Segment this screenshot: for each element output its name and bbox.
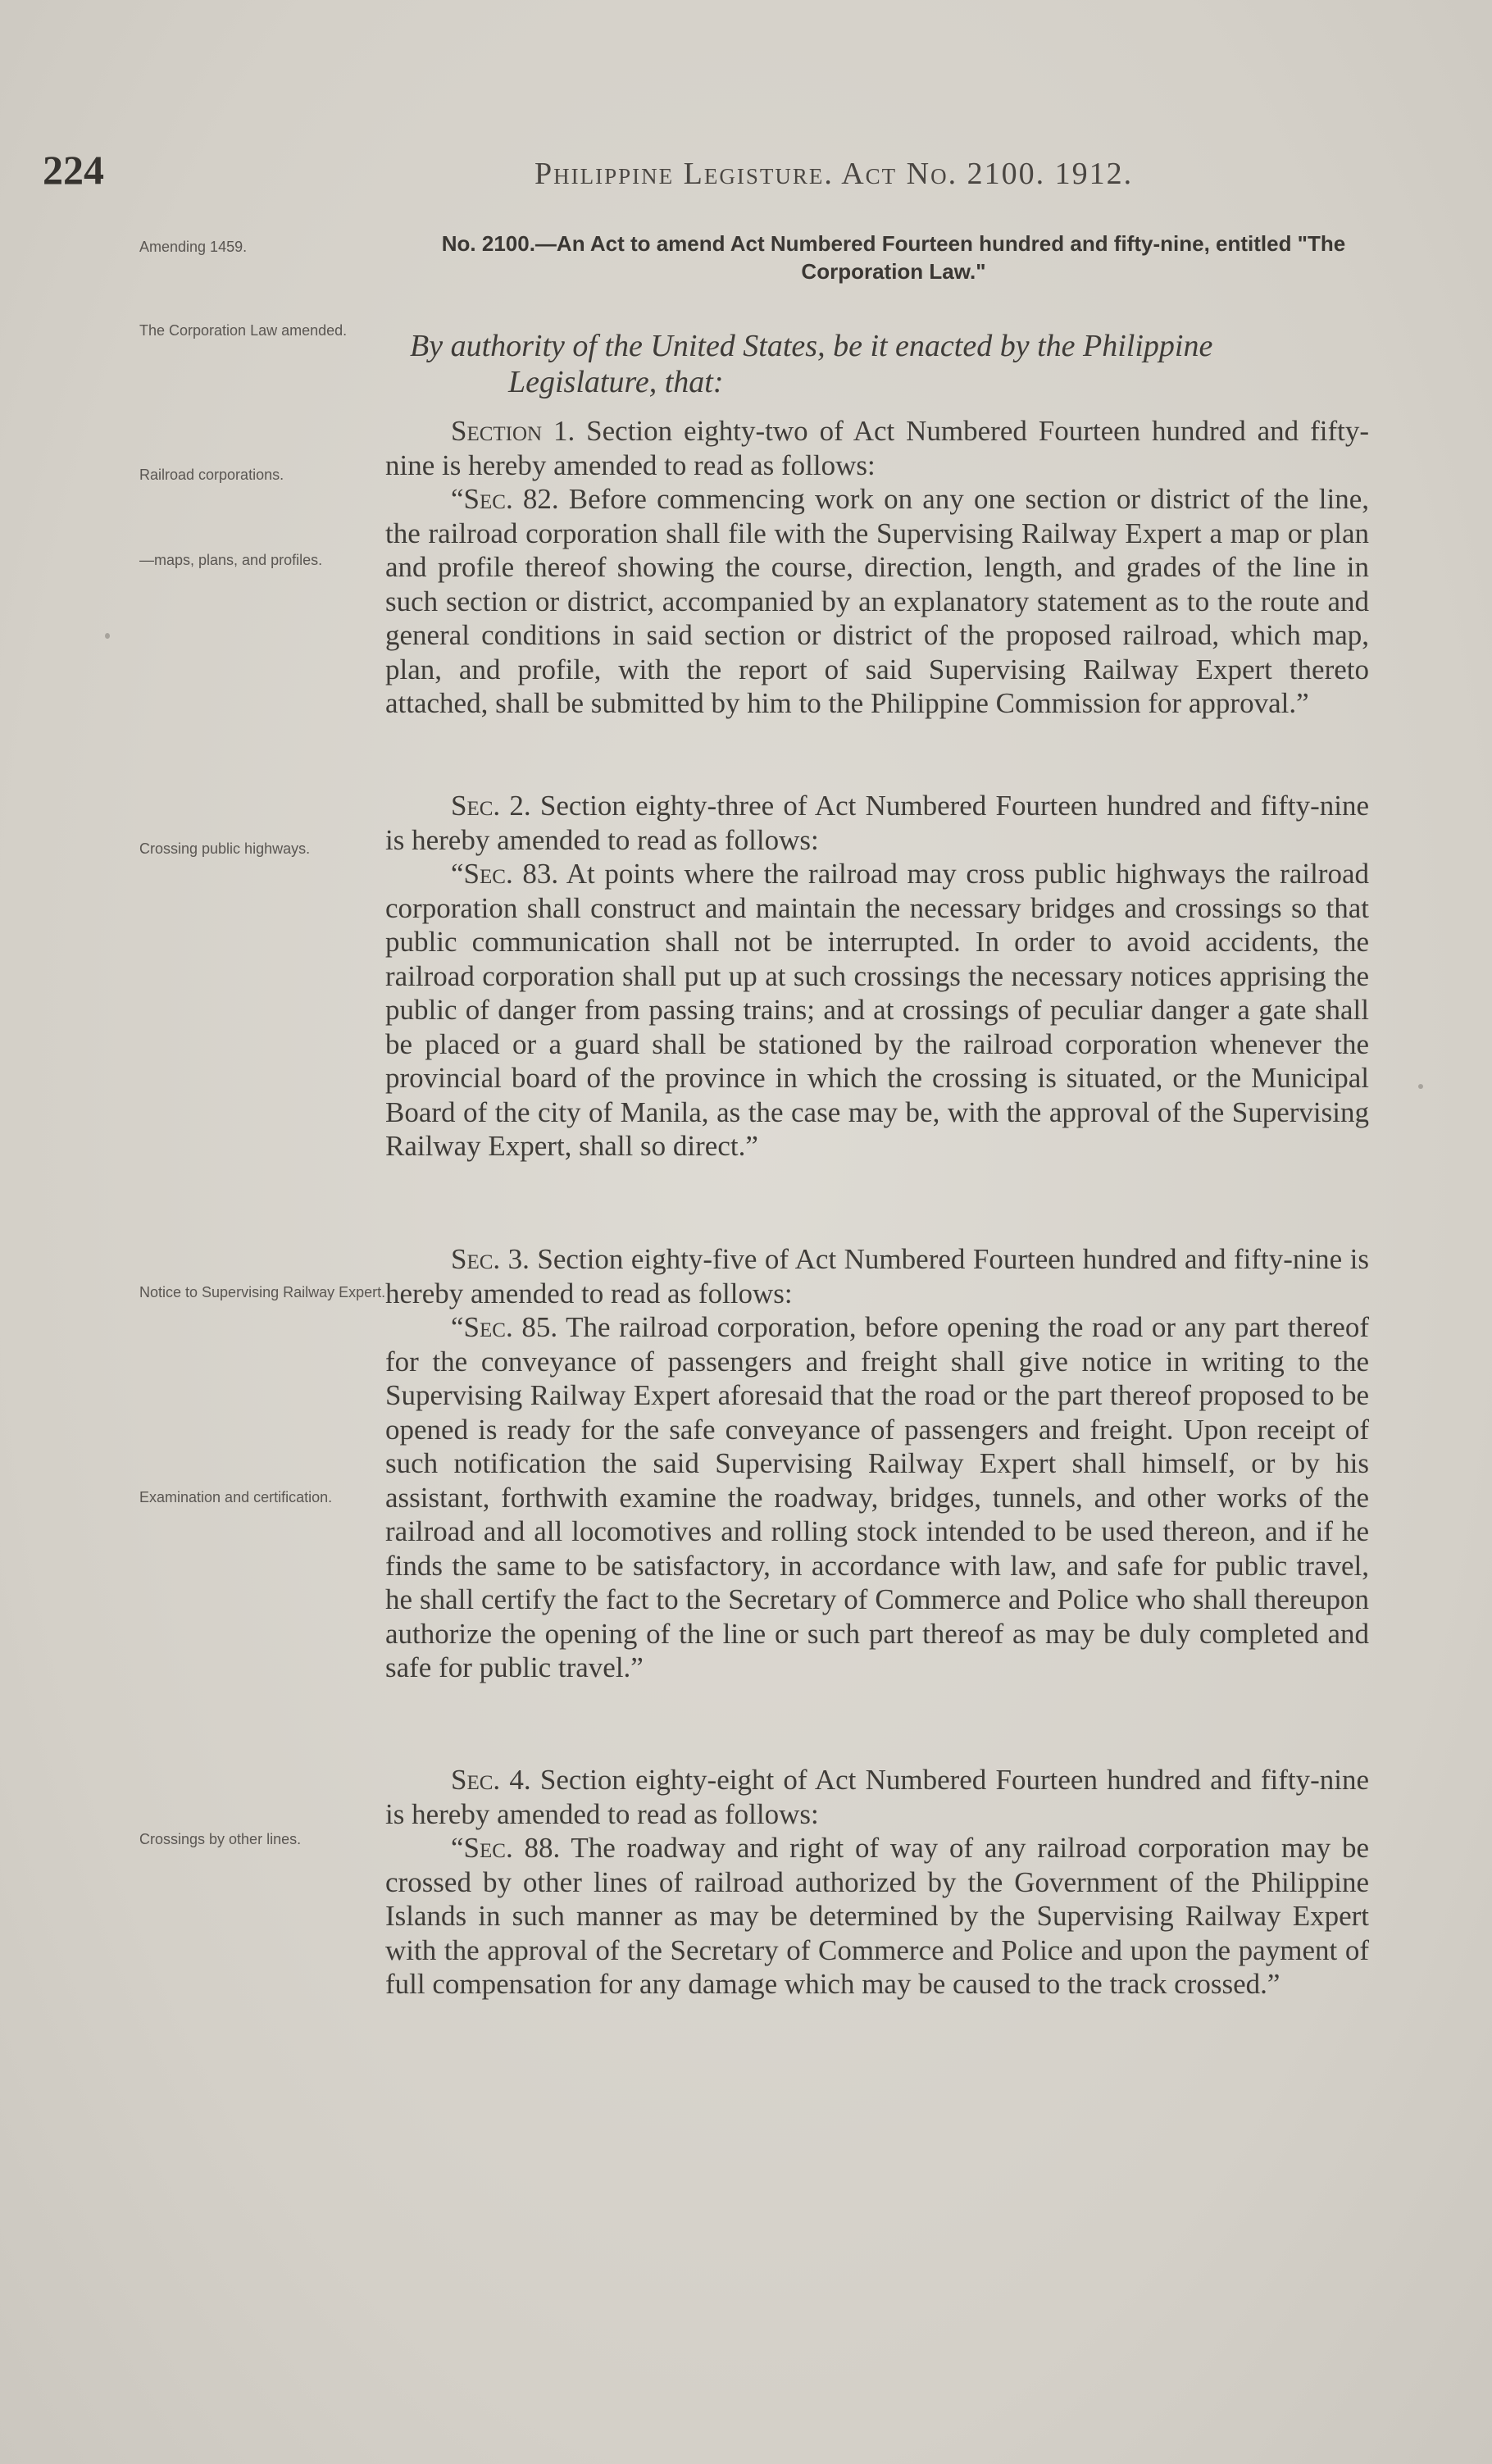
- margin-note-maps-plans: —maps, plans, and profiles.: [139, 552, 323, 568]
- section-3-quote: “Sec. 85. The railroad corporation, before opening the road or any part thereof for the conveyance of passengers and freight shall give notice in writing to the Supervising Railway Expert aforesaid that the road or the part thereof proposed to be opened is ready for the safe conveyance of passengers and freight. Upon receipt of such notification the said Supervising Railway Expert shall himself, or by his assistant, forthwith examine the roadway, bridges, tunnels, and other works of the railroad and all locomotives and rolling stock intended to be used thereon, and if he finds the same to be satisfactory, in accordance with law, and safe for public travel, he shall certify the fact to the Secretary of Commerce and Police who shall thereupon authorize the opening of the line or such part thereof as may be duly completed and safe for public travel.”: [385, 1311, 1369, 1683]
- margin-note-corporation-law: The Corporation Law amended.: [139, 322, 348, 339]
- margin-note-crossing-highways: Crossing public highways.: [139, 840, 311, 857]
- running-head: Philippine Legisture. Act No. 2100. 1912.: [534, 157, 1134, 191]
- page-number: 224: [43, 147, 104, 193]
- page-header: [43, 146, 1354, 220]
- margin-note-notice-expert: Notice to Supervising Railway Expert.: [139, 1284, 386, 1300]
- scan-speck: [1418, 1084, 1423, 1089]
- enacting-clause-line-2: Legislature, that:: [508, 365, 724, 399]
- section-4-intro: Sec. 4. Section eighty-eight of Act Numbered Fourteen hundred and fifty-nine is hereby amended to read as follows:: [385, 1764, 1369, 1830]
- section-2-intro: Sec. 2. Section eighty-three of Act Numbered Fourteen hundred and fifty-nine is hereby amended to read as follows:: [385, 790, 1369, 856]
- scan-speck: [105, 633, 110, 639]
- act-title: No. 2100.—An Act to amend Act Numbered Fourteen hundred and fifty-nine, entitled "The Corporation Law.": [441, 231, 1346, 284]
- enacting-clause-line-1: By authority of the United States, be it enacted by the Philippine: [410, 329, 1213, 363]
- enacting-clause: [410, 328, 1369, 400]
- section-4-quote: “Sec. 88. The roadway and right of way of any railroad corporation may be crossed by other lines of railroad authorized by the Government of the Philippine Islands in such manner as may be determined by the Supervising Railway Expert with the approval of the Secretary of Commerce and Police and upon the payment of full compensation for any damage which may be caused to the track crossed.”: [385, 1832, 1369, 2000]
- margin-note-railroad-corporations: Railroad corporations.: [139, 467, 284, 483]
- section-3-intro: Sec. 3. Section eighty-five of Act Numbered Fourteen hundred and fifty-nine is hereby amended to read as follows:: [385, 1243, 1369, 1309]
- margin-note-examination: Examination and certification.: [139, 1489, 333, 1505]
- section-1-quote: “Sec. 82. Before commencing work on any one section or district of the line, the railroad corporation shall file with the Supervising Railway Expert a map or plan and profile thereof showing the course, direction, length, and grades of the line in such section or district, accompanied by an explanatory statement as to the route and general conditions in said section or district of the proposed railroad, which map, plan, and profile, with the report of said Supervising Railway Expert thereto attached, shall be submitted by him to the Philippine Commission for approval.”: [385, 483, 1369, 719]
- section-2-quote: “Sec. 83. At points where the railroad may cross public highways the railroad corporation shall construct and maintain the necessary bridges and crossings so that public communication shall not be interrupted. In order to avoid accidents, the railroad corporation shall put up at such crossings the necessary notices apprising the public of danger from passing trains; and at crossings of peculiar danger a gate shall be placed or a guard shall be stationed by the railroad corporation whenever the provincial board of the province in which the crossing is situated, or the Municipal Board of the city of Manila, as the case may be, with the approval of the Supervising Railway Expert, shall so direct.”: [385, 858, 1369, 1162]
- margin-note-crossings-other-lines: Crossings by other lines.: [139, 1831, 302, 1847]
- section-1-intro: Section 1. Section eighty-two of Act Numbered Fourteen hundred and fifty-nine is hereby amended to read as follows:: [385, 415, 1369, 481]
- margin-note-amending: Amending 1459.: [139, 239, 248, 255]
